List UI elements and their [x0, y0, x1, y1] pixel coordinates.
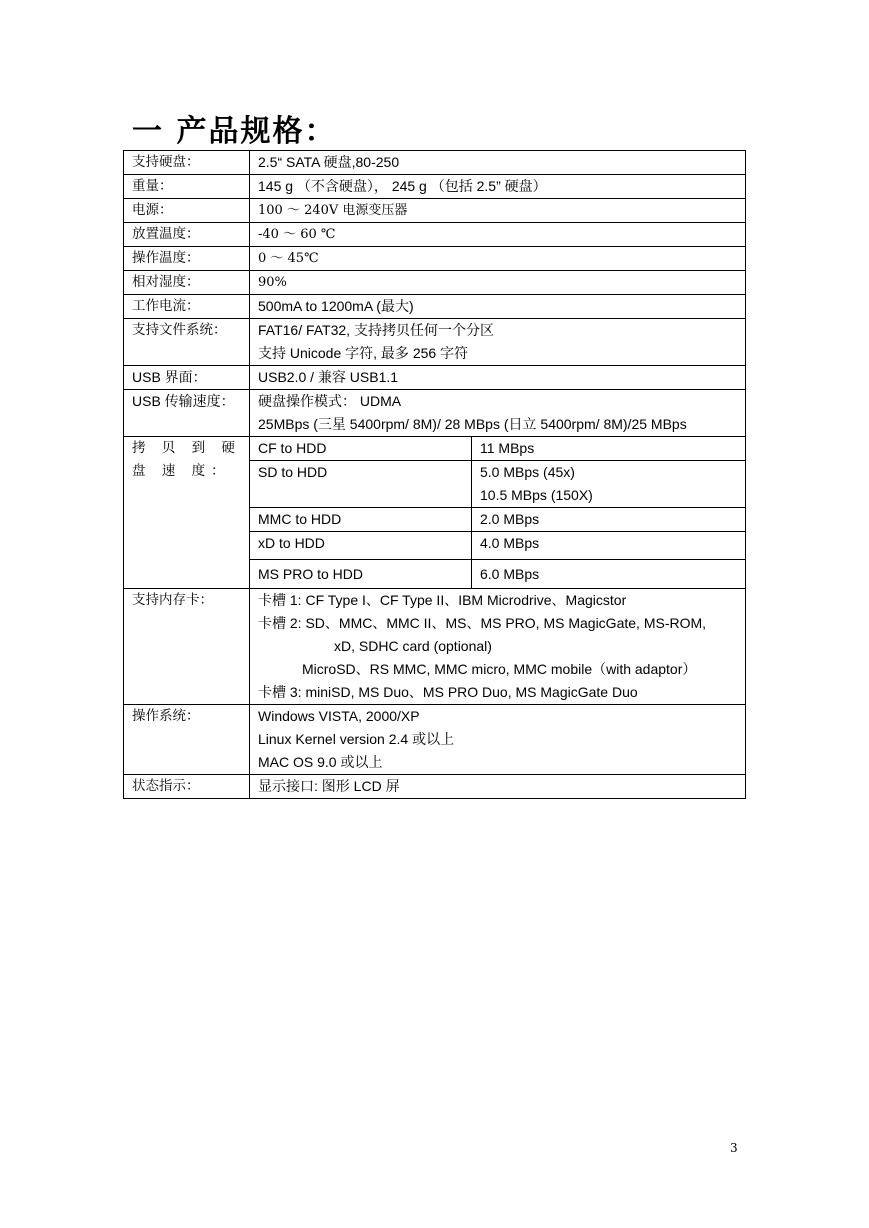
spec-label: 支持文件系统： [124, 319, 250, 366]
spec-value: 2.5“ SATA 硬盘,80-250 [250, 151, 746, 175]
spec-label: USB 界面： [124, 366, 250, 390]
copy-speed-value [472, 508, 746, 532]
memory-card-row [124, 589, 746, 705]
spec-value [250, 390, 746, 437]
spec-label: 重量： [124, 175, 250, 199]
spec-label: 电源： [124, 199, 250, 223]
page-number: 3 [730, 1141, 738, 1155]
spec-line: FAT16/ FAT32, 支持拷贝任何一个分区 [258, 322, 494, 338]
spec-line: 25MBps (三星 5400rpm/ 8M)/ 28 MBps (日立 5400rpm/ 8M)/25 MBps [258, 416, 687, 432]
status-value: 显示接口: 图形 LCD 屏 [250, 775, 746, 799]
page-title: 一 产品规格： [132, 114, 337, 149]
copy-speed-label: 拷 贝 到 硬 盘 速 度： [124, 437, 250, 589]
card-slot-line: xD, SDHC card (optional) [334, 638, 492, 654]
spec-value [250, 319, 746, 366]
spec-value: -40 ～ 60 ℃ [250, 223, 746, 247]
speed-line: 11 MBps [480, 440, 535, 456]
speed-line: 5.0 MBps (45x) [480, 464, 575, 480]
spec-row [124, 271, 746, 295]
spec-label: USB 传输速度： [124, 390, 250, 437]
spec-value: 500mA to 1200mA (最大) [250, 295, 746, 319]
spec-value: USB2.0 / 兼容 USB1.1 [250, 366, 746, 390]
copy-source: CF to HDD [250, 437, 472, 461]
os-line: Windows VISTA, 2000/XP [258, 708, 420, 724]
spec-row [124, 295, 746, 319]
spec-value: 100 ～ 240V 电源变压器 [250, 199, 746, 223]
card-slot-line: 卡槽 2: SD、MMC、MMC II、MS、MS PRO, MS MagicGate, MS-ROM, [258, 615, 707, 631]
copy-speed-value [472, 461, 746, 508]
spec-label: 相对湿度： [124, 271, 250, 295]
spec-row [124, 319, 746, 366]
spec-value: 145 g （不含硬盘）， 245 g （包括 2.5” 硬盘） [250, 175, 746, 199]
spec-row [124, 199, 746, 223]
spec-row [124, 390, 746, 437]
spec-row [124, 223, 746, 247]
spec-value: 0 ～ 45℃ [250, 247, 746, 271]
status-label: 状态指示： [124, 775, 250, 799]
speed-line: 10.5 MBps (150X) [480, 487, 593, 503]
speed-line: 4.0 MBps [480, 535, 540, 551]
spec-row [124, 247, 746, 271]
card-slot-line: 卡槽 1: CF Type I、CF Type II、IBM Microdrive、Magicstor [258, 592, 627, 608]
spec-row [124, 151, 746, 175]
copy-speed-row [124, 437, 746, 461]
copy-speed-value [472, 532, 746, 560]
spec-row [124, 366, 746, 390]
speed-line: 2.0 MBps [480, 511, 540, 527]
spec-line: 硬盘操作模式： UDMA [258, 393, 402, 409]
memory-card-value [250, 589, 746, 705]
copy-source: MS PRO to HDD [250, 560, 472, 589]
memory-card-label: 支持内存卡： [124, 589, 250, 705]
os-line: MAC OS 9.0 或以上 [258, 754, 383, 770]
copy-source: xD to HDD [250, 532, 472, 560]
os-line: Linux Kernel version 2.4 或以上 [258, 731, 455, 747]
spec-label: 操作温度： [124, 247, 250, 271]
copy-speed-value [472, 560, 746, 589]
spec-line: 支持 Unicode 字符, 最多 256 字符 [258, 345, 469, 361]
spec-value: 90% [250, 271, 746, 295]
os-label: 操作系统： [124, 705, 250, 775]
os-value [250, 705, 746, 775]
speed-line: 6.0 MBps [480, 566, 540, 582]
card-slot-line: MicroSD、RS MMC, MMC micro, MMC mobile（with adaptor） [302, 661, 697, 677]
card-slot-line: 卡槽 3: miniSD, MS Duo、MS PRO Duo, MS MagicGate Duo [258, 684, 638, 700]
spec-label: 工作电流： [124, 295, 250, 319]
copy-speed-value [472, 437, 746, 461]
spec-table [123, 150, 746, 799]
status-row [124, 775, 746, 799]
spec-table-container [123, 150, 745, 799]
spec-label: 支持硬盘： [124, 151, 250, 175]
copy-source: SD to HDD [250, 461, 472, 508]
os-row [124, 705, 746, 775]
spec-row [124, 175, 746, 199]
spec-label: 放置温度： [124, 223, 250, 247]
copy-source: MMC to HDD [250, 508, 472, 532]
